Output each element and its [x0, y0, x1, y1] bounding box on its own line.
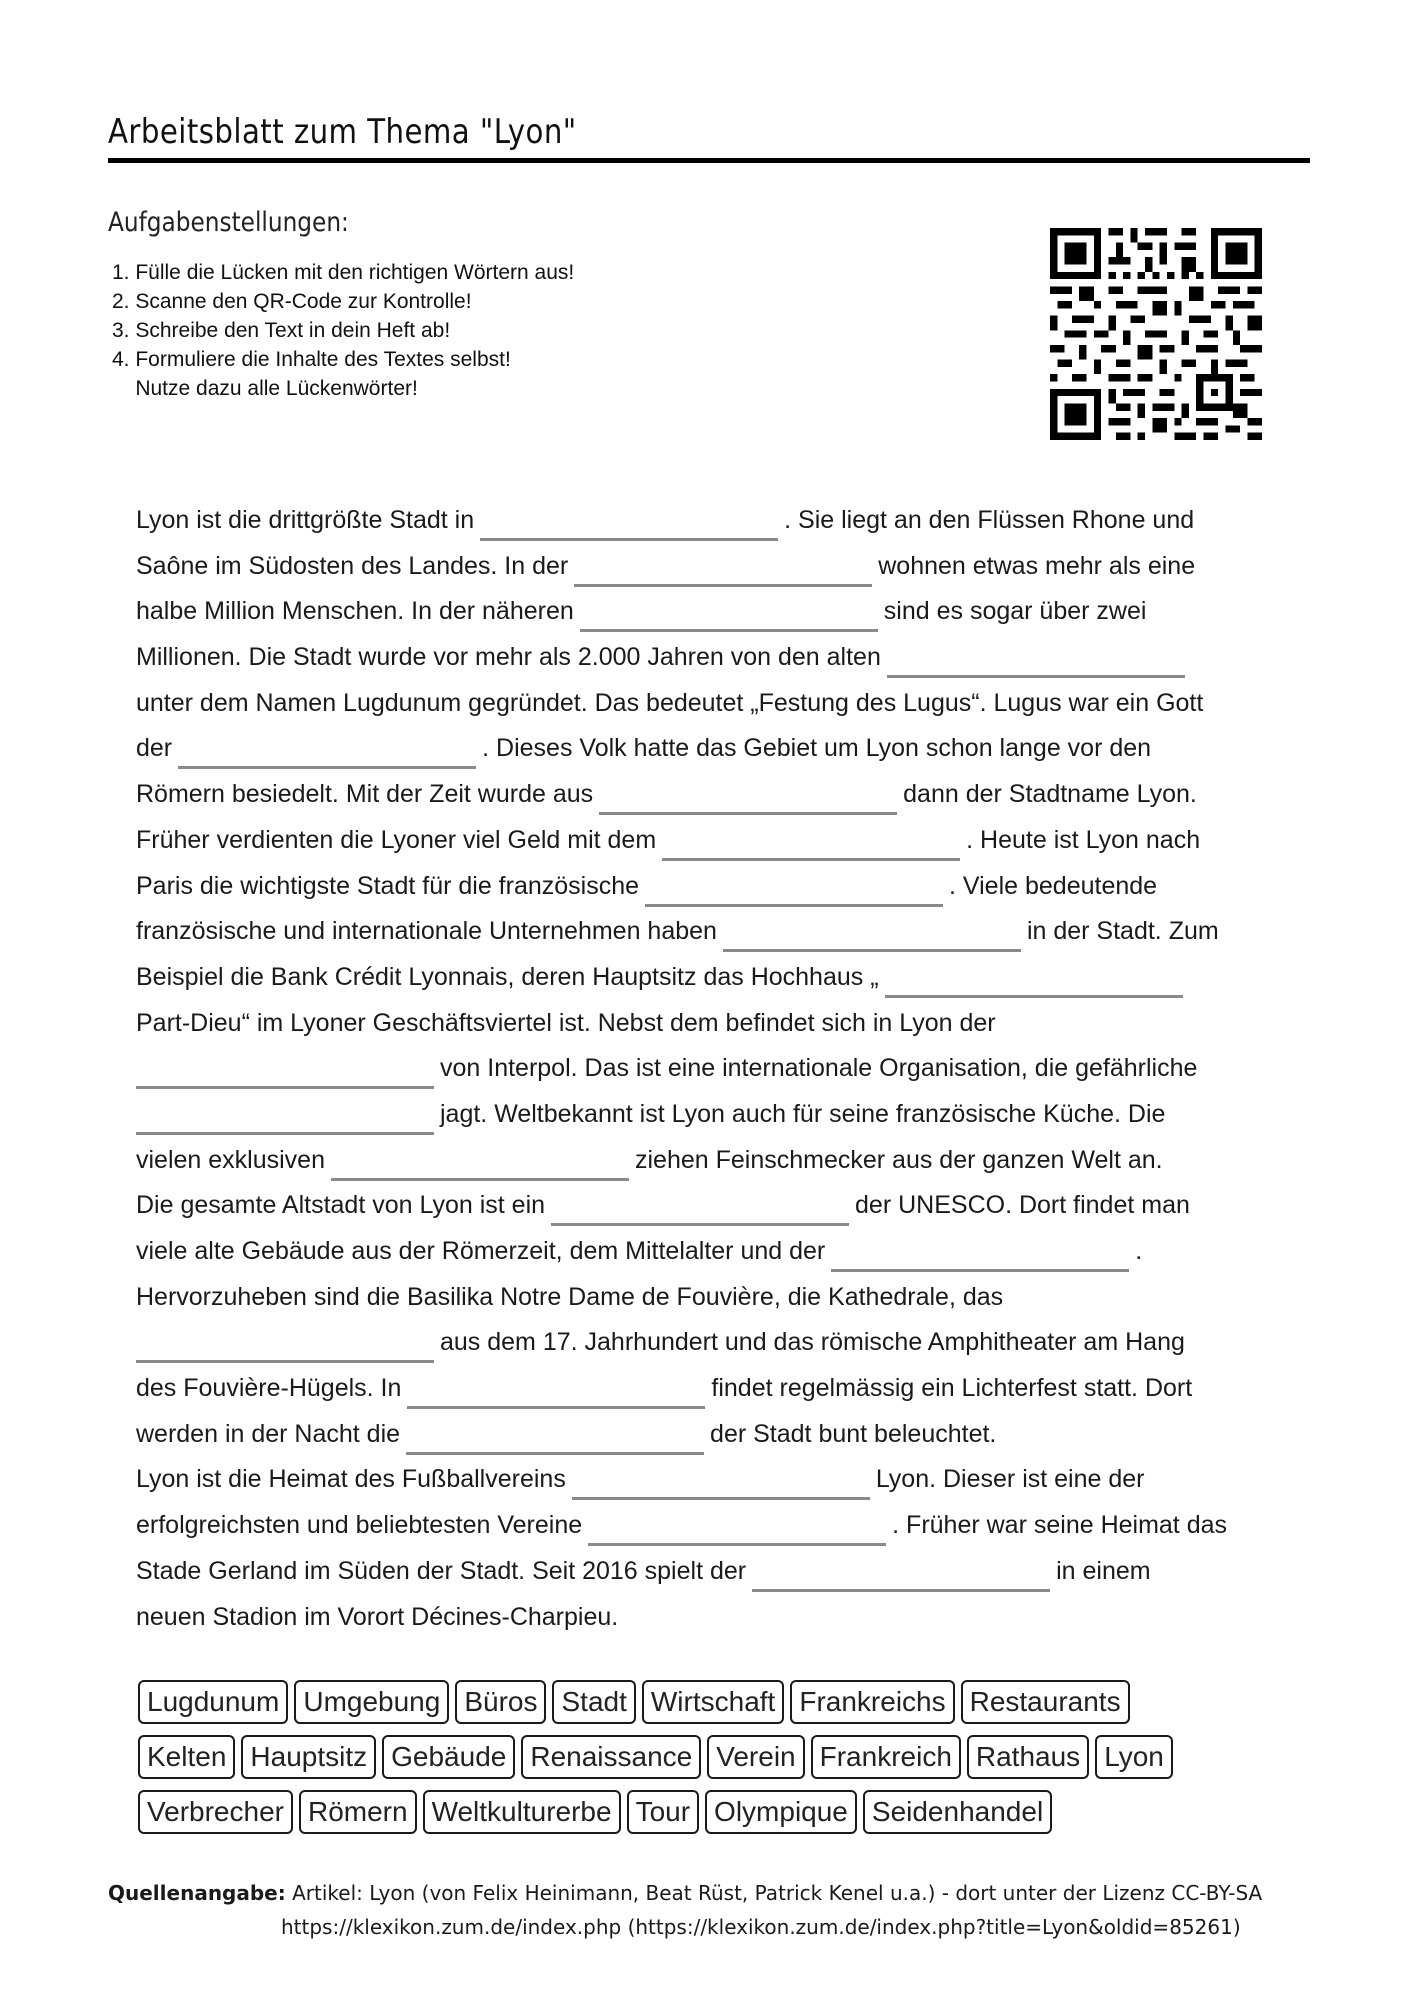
text-line — [136, 544, 1316, 590]
text-segment: Paris die wichtigste Stadt für die französische — [136, 871, 640, 900]
blank-field[interactable] — [752, 1589, 1050, 1592]
word-bank — [138, 1680, 1318, 1845]
word-chip[interactable]: Kelten — [138, 1735, 235, 1779]
text-segment: des Fouvière-Hügels. In — [136, 1374, 402, 1403]
word-bank-row — [138, 1790, 1318, 1845]
text-segment: französische und internationale Unternehmen haben — [136, 917, 717, 946]
task-item: 2. Scanne den QR-Code zur Kontrolle! — [112, 290, 472, 313]
source-text: Artikel: Lyon (von Felix Heinimann, Beat Rüst, Patrick Kenel u.a.) - dort unter der Lizenz CC-BY-SA — [285, 1881, 1263, 1905]
tasks-heading: Aufgabenstellungen: — [108, 207, 349, 238]
word-chip[interactable]: Seidenhandel — [863, 1790, 1052, 1834]
text-line — [136, 1457, 1316, 1503]
word-chip[interactable]: Olympique — [705, 1790, 857, 1834]
text-segment: . Heute ist Lyon nach — [966, 825, 1201, 854]
blank-field[interactable] — [885, 995, 1183, 998]
word-chip[interactable]: Hauptsitz — [241, 1735, 376, 1779]
text-segment: . Dieses Volk hatte das Gebiet um Lyon schon lange vor den — [482, 734, 1152, 763]
word-chip[interactable]: Renaissance — [521, 1735, 701, 1779]
blank-field[interactable] — [480, 538, 778, 541]
word-chip[interactable]: Lugdunum — [138, 1680, 288, 1724]
word-chip[interactable]: Frankreich — [811, 1735, 961, 1779]
word-chip[interactable]: Gebäude — [382, 1735, 515, 1779]
text-segment: aus dem 17. Jahrhundert und das römische Amphitheater am Hang — [440, 1328, 1185, 1357]
text-segment: Saône im Südosten des Landes. In der — [136, 551, 569, 580]
word-chip[interactable]: Büros — [455, 1680, 546, 1724]
blank-field[interactable] — [178, 766, 476, 769]
cloze-text — [136, 498, 1316, 1640]
blank-field[interactable] — [136, 1132, 434, 1135]
source-citation — [108, 1876, 1262, 1944]
text-segment: . Sie liegt an den Flüssen Rhone und — [784, 506, 1195, 534]
task-item: 4. Formuliere die Inhalte des Textes selbst! — [112, 348, 511, 371]
text-line — [136, 1595, 1316, 1641]
blank-field[interactable] — [645, 904, 943, 907]
text-segment: . Früher war seine Heimat das — [892, 1511, 1228, 1540]
blank-field[interactable] — [580, 629, 878, 632]
text-line — [136, 1320, 1316, 1366]
word-chip[interactable]: Verein — [707, 1735, 804, 1779]
text-segment: Römern besiedelt. Mit der Zeit wurde aus — [136, 780, 594, 809]
text-line — [136, 1046, 1316, 1092]
text-segment: . — [1135, 1237, 1143, 1265]
blank-field[interactable] — [551, 1223, 849, 1226]
text-line — [136, 772, 1316, 818]
task-item: 3. Schreibe den Text in dein Heft ab! — [112, 319, 451, 342]
blank-field[interactable] — [136, 1360, 434, 1363]
word-chip[interactable]: Restaurants — [961, 1680, 1130, 1724]
task-item: 1. Fülle die Lücken mit den richtigen Wörtern aus! — [112, 261, 575, 284]
text-segment: unter dem Namen Lugdunum gegründet. Das bedeutet „Festung des Lugus“. Lugus war ein Gott — [136, 688, 1204, 717]
text-segment: neuen Stadion im Vorort Décines-Charpieu. — [136, 1602, 619, 1631]
text-segment: Hervorzuheben sind die Basilika Notre Dame de Fouvière, die Kathedrale, das — [136, 1282, 1004, 1311]
text-segment: jagt. Weltbekannt ist Lyon auch für seine französische Küche. Die — [440, 1099, 1166, 1128]
text-line — [136, 1412, 1316, 1458]
word-chip[interactable]: Frankreichs — [790, 1680, 954, 1724]
text-segment: Lyon ist die drittgrößte Stadt in — [136, 506, 475, 534]
text-line — [136, 1229, 1316, 1275]
blank-field[interactable] — [572, 1497, 870, 1500]
blank-field[interactable] — [331, 1178, 629, 1181]
text-segment: sind es sogar über zwei — [883, 597, 1147, 626]
text-line — [136, 1366, 1316, 1412]
text-segment: ziehen Feinschmecker aus der ganzen Welt an. — [635, 1145, 1163, 1174]
text-segment: in einem — [1056, 1556, 1151, 1585]
text-segment: wohnen etwas mehr als eine — [878, 551, 1196, 580]
blank-field[interactable] — [599, 812, 897, 815]
word-chip[interactable]: Umgebung — [294, 1680, 449, 1724]
page-title: Arbeitsblatt zum Thema "Lyon" — [108, 112, 577, 152]
text-segment: Part-Dieu“ im Lyoner Geschäftsviertel ist. Nebst dem befindet sich in Lyon der — [136, 1008, 996, 1037]
word-chip[interactable]: Stadt — [552, 1680, 635, 1724]
blank-field[interactable] — [574, 584, 872, 587]
blank-field[interactable] — [588, 1543, 886, 1546]
qr-code-icon[interactable] — [1050, 228, 1262, 440]
text-segment: der UNESCO. Dort findet man — [855, 1191, 1190, 1220]
word-bank-row — [138, 1735, 1318, 1790]
blank-field[interactable] — [406, 1452, 704, 1455]
text-segment: Millionen. Die Stadt wurde vor mehr als 2.000 Jahren von den alten — [136, 643, 881, 672]
word-chip[interactable]: Wirtschaft — [642, 1680, 784, 1724]
text-segment: halbe Million Menschen. In der näheren — [136, 597, 574, 626]
text-line — [136, 1549, 1316, 1595]
text-segment: Die gesamte Altstadt von Lyon ist ein — [136, 1191, 546, 1220]
text-segment: viele alte Gebäude aus der Römerzeit, dem Mittelalter und der — [136, 1237, 826, 1265]
text-line — [136, 1275, 1316, 1321]
text-segment: erfolgreichsten und beliebtesten Vereine — [136, 1511, 583, 1540]
source-label: Quellenangabe: — [108, 1881, 286, 1905]
text-segment: der — [136, 734, 173, 763]
text-line — [136, 635, 1316, 681]
text-line — [136, 1092, 1316, 1138]
word-chip[interactable]: Tour — [627, 1790, 699, 1834]
blank-field[interactable] — [407, 1406, 705, 1409]
text-line — [136, 1503, 1316, 1549]
word-chip[interactable]: Rathaus — [967, 1735, 1089, 1779]
text-segment: vielen exklusiven — [136, 1145, 325, 1174]
word-chip[interactable]: Verbrecher — [138, 1790, 293, 1834]
text-segment: . Viele bedeutende — [949, 871, 1158, 900]
blank-field[interactable] — [723, 949, 1021, 952]
blank-field[interactable] — [831, 1269, 1129, 1272]
text-segment: von Interpol. Das ist eine internationale Organisation, die gefährliche — [440, 1054, 1198, 1083]
text-line — [136, 726, 1316, 772]
blank-field[interactable] — [887, 675, 1185, 678]
text-segment: findet regelmässig ein Lichterfest statt. Dort — [711, 1374, 1193, 1403]
source-url: https://klexikon.zum.de/index.php (https://klexikon.zum.de/index.php?title=Lyon&oldid=85261) — [281, 1915, 1241, 1939]
text-segment: Lyon. Dieser ist eine der — [875, 1465, 1145, 1494]
text-segment: werden in der Nacht die — [136, 1419, 401, 1448]
word-chip[interactable]: Lyon — [1095, 1735, 1173, 1779]
text-line — [136, 498, 1316, 544]
task-item: Nutze dazu alle Lückenwörter! — [112, 377, 418, 400]
text-line — [136, 909, 1316, 955]
text-line — [136, 818, 1316, 864]
text-segment: der Stadt bunt beleuchtet. — [710, 1419, 997, 1448]
text-line — [136, 1183, 1316, 1229]
task-list — [112, 258, 574, 403]
text-line — [136, 589, 1316, 635]
text-segment: Lyon ist die Heimat des Fußballvereins — [136, 1465, 566, 1494]
text-line — [136, 955, 1316, 1001]
text-segment: Stade Gerland im Süden der Stadt. Seit 2016 spielt der — [136, 1556, 747, 1585]
text-line — [136, 1001, 1316, 1047]
word-bank-row — [138, 1680, 1318, 1735]
blank-field[interactable] — [136, 1086, 434, 1089]
text-line — [136, 681, 1316, 727]
word-chip[interactable]: Römern — [299, 1790, 417, 1834]
title-divider — [108, 158, 1310, 163]
word-chip[interactable]: Weltkulturerbe — [423, 1790, 621, 1834]
text-segment: dann der Stadtname Lyon. — [903, 780, 1197, 809]
text-segment: Beispiel die Bank Crédit Lyonnais, deren Hauptsitz das Hochhaus „ — [136, 962, 879, 991]
text-line — [136, 864, 1316, 910]
blank-field[interactable] — [662, 858, 960, 861]
text-segment: Früher verdienten die Lyoner viel Geld mit dem — [136, 825, 657, 854]
text-segment: in der Stadt. Zum — [1026, 917, 1219, 946]
text-line — [136, 1138, 1316, 1184]
